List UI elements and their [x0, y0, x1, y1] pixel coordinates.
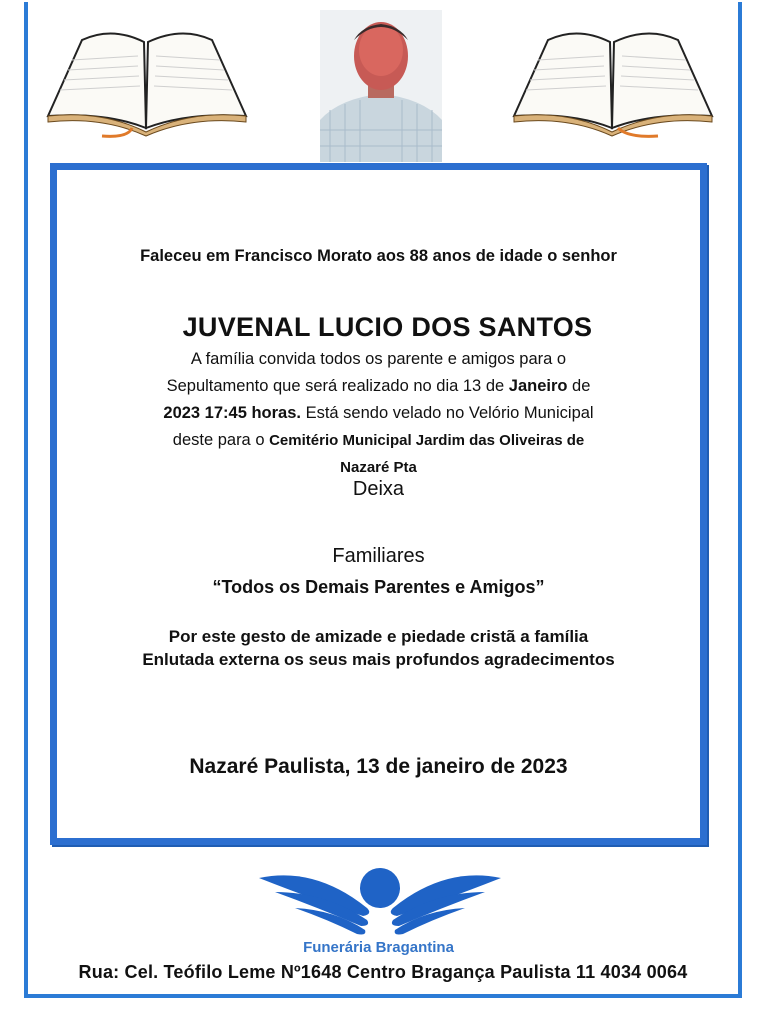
open-bible-right-icon	[508, 20, 718, 140]
cemetery-name: Cemitério Municipal Jardim das Oliveiras de	[269, 432, 585, 449]
invite-line-3	[110, 400, 647, 427]
invite-datetime: 2023 17:45 horas.	[163, 404, 301, 422]
destination-text: deste para o	[172, 431, 270, 449]
thanks-line-2: Enlutada externa os seus mais profundos agradecimentos	[142, 650, 615, 669]
intro-text: Faleceu em Francisco Morato aos 88 anos de idade o senhor	[140, 247, 617, 265]
invite-line-4	[110, 427, 647, 454]
thanks-text	[50, 625, 707, 671]
family-label: Familiares	[332, 545, 425, 567]
deceased-portrait	[320, 10, 442, 162]
footer-address: Rua: Cel. Teófilo Leme Nº1648 Centro Bragança Paulista 11 4034 0064	[78, 962, 688, 982]
place-date: Nazaré Paulista, 13 de janeiro de 2023	[189, 755, 568, 778]
invite-text: Sepultamento que será realizado no dia 13 de	[166, 377, 509, 395]
leaves-label: Deixa	[352, 478, 405, 500]
invite-month: Janeiro	[508, 377, 568, 395]
funeral-home-logo	[255, 858, 505, 938]
open-bible-left-icon	[42, 20, 252, 140]
cemetery-city: Nazaré Pta	[340, 459, 417, 476]
invite-text-end: de	[567, 377, 591, 395]
thanks-line-1: Por este gesto de amizade e piedade cristã a família	[168, 627, 589, 646]
wake-location: Está sendo velado no Velório Municipal	[300, 404, 594, 422]
invite-line-1: A família convida todos os parente e amigos para o	[190, 350, 567, 368]
deceased-name: JUVENAL LUCIO DOS SANTOS	[182, 312, 593, 342]
family-quote: “Todos os Demais Parentes e Amigos”	[212, 577, 545, 597]
brand-name: Funerária Bragantina	[303, 939, 454, 956]
invite-line-2	[110, 373, 647, 400]
funeral-details	[50, 346, 707, 481]
